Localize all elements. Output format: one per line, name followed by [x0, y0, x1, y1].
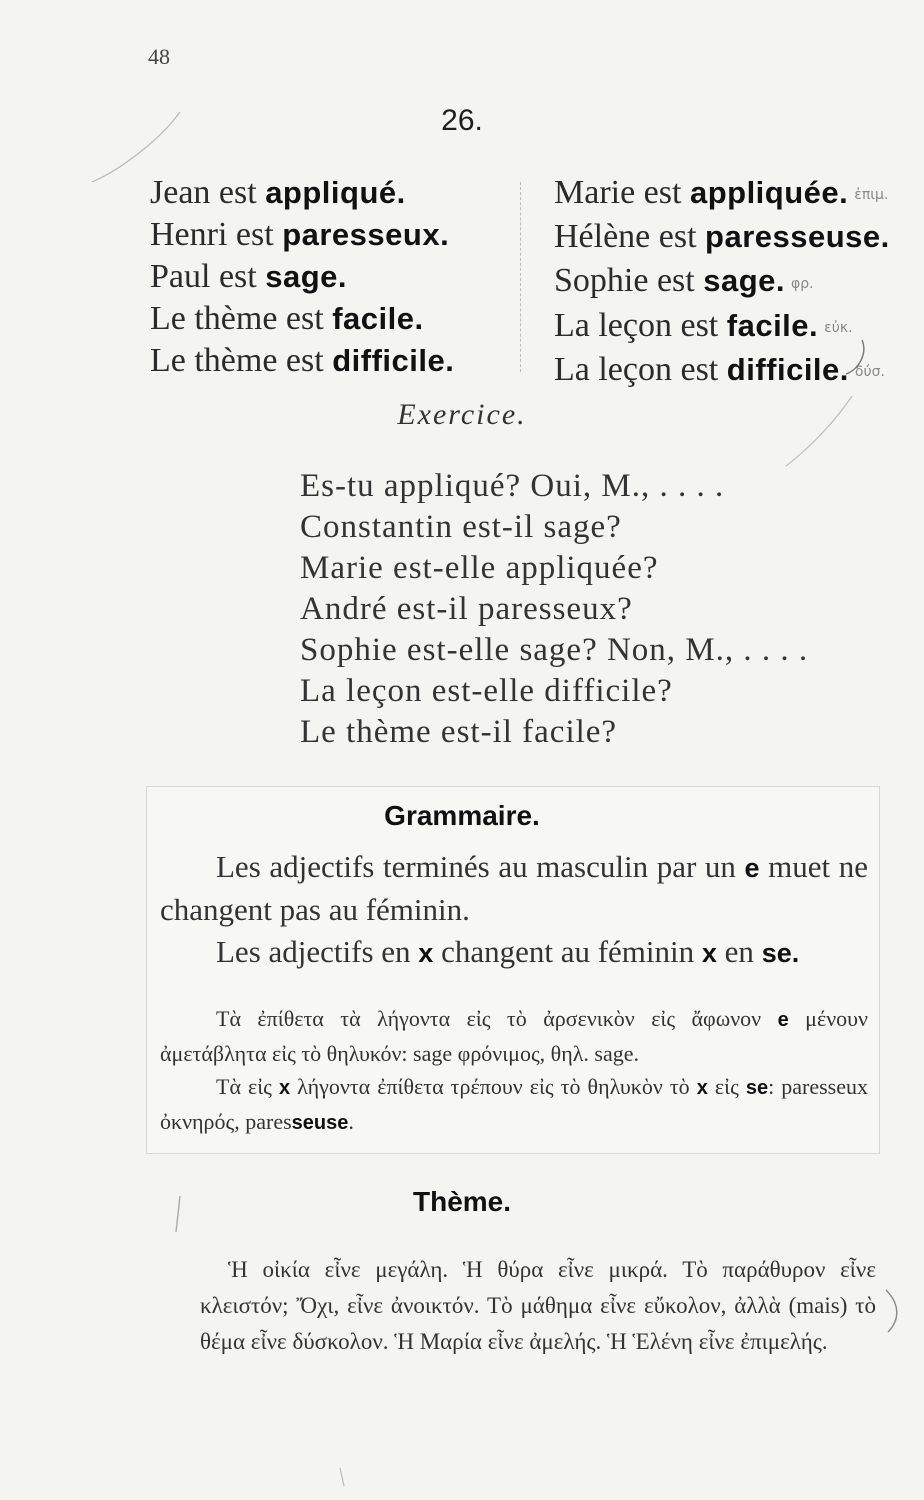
rule-letter: x — [696, 1077, 708, 1099]
exercise-line: Le thème est-il facile? — [300, 714, 618, 750]
feminine-column — [554, 172, 896, 393]
pencil-stroke — [340, 1468, 344, 1486]
column-divider — [520, 182, 521, 372]
rule-text: : paresseux ὀκνηρός, pares — [160, 1074, 869, 1134]
grammar-title: Grammaire. — [384, 800, 540, 831]
rule-text: Les adjectifs terminés au masculin par un — [216, 849, 745, 884]
sentence-line — [150, 214, 454, 256]
rule-letter: se — [745, 1077, 769, 1099]
rule-text: Τὰ εἰς — [216, 1074, 279, 1099]
greek-rule — [160, 1002, 868, 1070]
sentence-subject: Hélène est — [554, 218, 706, 256]
grammar-rules-french — [160, 846, 868, 974]
exercise-line: La leçon est-elle difficile? — [300, 673, 673, 709]
sentence-subject: Marie est — [554, 174, 690, 211]
sentence-line — [554, 172, 896, 216]
sentence-subject: Jean est — [150, 174, 266, 211]
grammar-rules-greek — [160, 1002, 868, 1140]
sentence-line — [150, 256, 454, 298]
sentence-adjective: facile. — [726, 307, 819, 343]
rule-text: muet ne changent pas au féminin. — [160, 849, 868, 927]
sentence-subject: Sophie est — [554, 262, 704, 300]
sentence-line — [554, 305, 896, 349]
exercise-line: André est-il paresseux? — [300, 591, 633, 627]
theme-paragraph: Ἡ οἰκία εἶνε μεγάλη. Ἡ θύρα εἶνε μικρά. Τὸ παράθυρον εἶνε κλειστόν; Ὄχι, εἶνε ἀνοικτόν. Τὸ μάθημα εἶνε εὔκολον, ἀλλὰ (mais) τὸ θέμα εἶνε δύσκολον. Ἡ Μαρία εἶνε ἀμελής. Ἡ Ἑλένη εἶνε ἐπιμελής. — [200, 1257, 876, 1354]
exercise-list — [300, 466, 808, 753]
sentence-adjective: paresseux. — [282, 217, 450, 252]
rule-text: en — [716, 934, 762, 969]
theme-text — [200, 1252, 876, 1360]
rule-text: Τὰ ἐπίθετα τὰ λήγοντα εἰς τὸ ἀρσενικὸν εἰς ἄφωνον — [216, 1006, 778, 1031]
sentence-adjective: difficile. — [726, 351, 849, 387]
sentence-subject: Le thème est — [150, 342, 333, 379]
pencil-annotation: δύσ. — [854, 364, 885, 381]
rule-letter: e — [744, 853, 760, 883]
pencil-annotation: ἐπιμ. — [854, 187, 889, 204]
page-number: 48 — [148, 44, 170, 69]
sentence-line — [150, 298, 454, 340]
sentence-adjective: facile. — [332, 301, 424, 336]
sentence-adjective: appliquée. — [689, 175, 849, 210]
sentence-line — [150, 172, 454, 214]
sentence-subject: Le thème est — [150, 300, 333, 337]
exercise-line: Sophie est-elle sage? Non, M., . . . . — [300, 632, 809, 668]
rule-letter: e — [777, 1009, 789, 1031]
masculine-column — [150, 172, 454, 382]
theme-title: Thème. — [412, 1186, 512, 1217]
rule-text: λήγοντα ἐπίθετα τρέπουν εἰς τὸ θηλυκὸν τὸ — [290, 1074, 697, 1099]
rule-letter: x — [278, 1077, 291, 1099]
sentence-line — [150, 340, 454, 382]
rule-text: μένουν ἀμετάβλητα εἰς τὸ θηλυκόν: sage φρόνιμος, θηλ. sage. — [160, 1006, 868, 1066]
grammar-rule — [160, 931, 868, 974]
rule-letter: seuse — [291, 1112, 349, 1134]
sentence-subject: Henri est — [150, 216, 283, 253]
sentence-subject: La leçon est — [554, 306, 727, 344]
sentence-subject: Paul est — [150, 258, 266, 295]
pencil-stroke — [886, 1290, 897, 1332]
rule-text: changent au féminin — [433, 934, 702, 969]
sentence-adjective: sage. — [265, 259, 347, 294]
lesson-number: 26. — [441, 104, 483, 137]
sentence-line — [554, 260, 896, 304]
sentence-subject: La leçon est — [554, 350, 727, 388]
pencil-annotation: φρ. — [791, 275, 814, 292]
sentence-line — [554, 216, 896, 260]
exercise-line: Marie est-elle appliquée? — [300, 550, 659, 586]
sentence-adjective: difficile. — [332, 343, 455, 378]
sentence-adjective: sage. — [703, 263, 785, 299]
grammar-rule — [160, 846, 868, 931]
exercise-line: Es-tu appliqué? Oui, M., . . . . — [300, 468, 725, 504]
sentence-adjective: appliqué. — [265, 175, 406, 210]
rule-text: . — [348, 1109, 354, 1134]
sentence-adjective: paresseuse. — [705, 219, 890, 255]
rule-text: εἰς — [707, 1074, 746, 1099]
greek-rule — [160, 1070, 868, 1140]
rule-letter: x — [701, 938, 717, 968]
pencil-annotation: εὐκ. — [824, 319, 853, 336]
rule-letter: x — [418, 938, 434, 968]
exercise-title: Exercice. — [397, 398, 527, 431]
exercise-line: Constantin est-il sage? — [300, 509, 622, 545]
sentence-line — [554, 349, 896, 393]
rule-text: Les adjectifs en — [216, 934, 419, 969]
rule-letter: se. — [761, 938, 800, 968]
